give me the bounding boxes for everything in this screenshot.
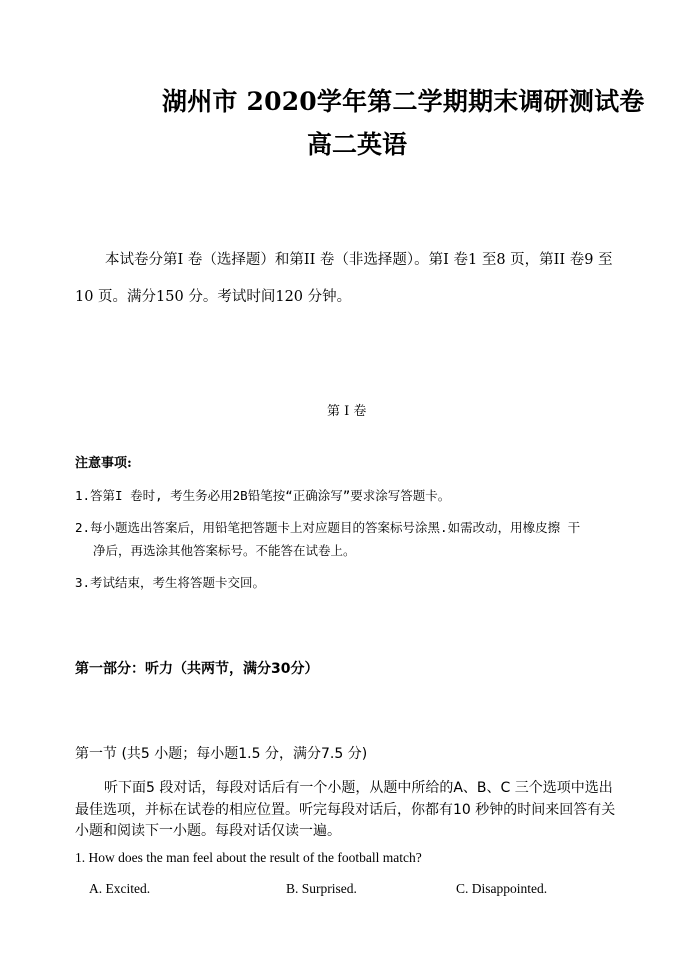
- notice-item-3: 3.考试结束，考生将答题卡交回。: [75, 575, 266, 590]
- intro-line-1: 本试卷分第I 卷（选择题）和第II 卷（非选择题）。第I 卷1 至8 页，第II 卷9 至: [105, 252, 613, 268]
- volume-label: 第 I 卷: [327, 404, 367, 419]
- question-1-option-a: A. Excited.: [89, 881, 151, 896]
- part-one-title: 第一部分：听力（共两节，满分30分）: [75, 661, 319, 677]
- notice-item-2-continued: 净后，再选涂其他答案标号。不能答在试卷上。: [93, 543, 356, 558]
- section-instructions-line-1: 听下面5 段对话，每段对话后有一个小题，从题中所给的A、B、C 三个选项中选出: [104, 780, 613, 796]
- question-1-option-b: B. Surprised.: [286, 881, 357, 896]
- question-1-option-c: C. Disappointed.: [456, 881, 548, 896]
- notice-item-1: 1.答第I 卷时, 考生务必用2B铅笔按“正确涂写”要求涂写答题卡。: [75, 488, 451, 503]
- notice-title: 注意事项:: [75, 456, 132, 471]
- intro-line-2: 10 页。满分150 分。考试时间120 分钟。: [75, 289, 352, 305]
- section-one-title: 第一节 (共5 小题；每小题1.5 分，满分7.5 分): [75, 746, 368, 762]
- section-instructions-line-3: 小题和阅读下一小题。每段对话仅读一遍。: [75, 823, 341, 839]
- section-instructions-line-2: 最佳选项，并标在试卷的相应位置。听完每段对话后，你都有10 秒钟的时间来回答有关: [75, 802, 616, 818]
- notice-item-2: 2.每小题选出答案后，用铅笔把答题卡上对应题目的答案标号涂黑.如需改动，用橡皮擦 干: [75, 520, 581, 535]
- exam-subject: 高二英语: [307, 130, 408, 159]
- question-1-text: 1. How does the man feel about the result of the football match?: [75, 850, 422, 865]
- exam-title: 湖州市 2020学年第二学期期末调研测试卷: [162, 87, 645, 116]
